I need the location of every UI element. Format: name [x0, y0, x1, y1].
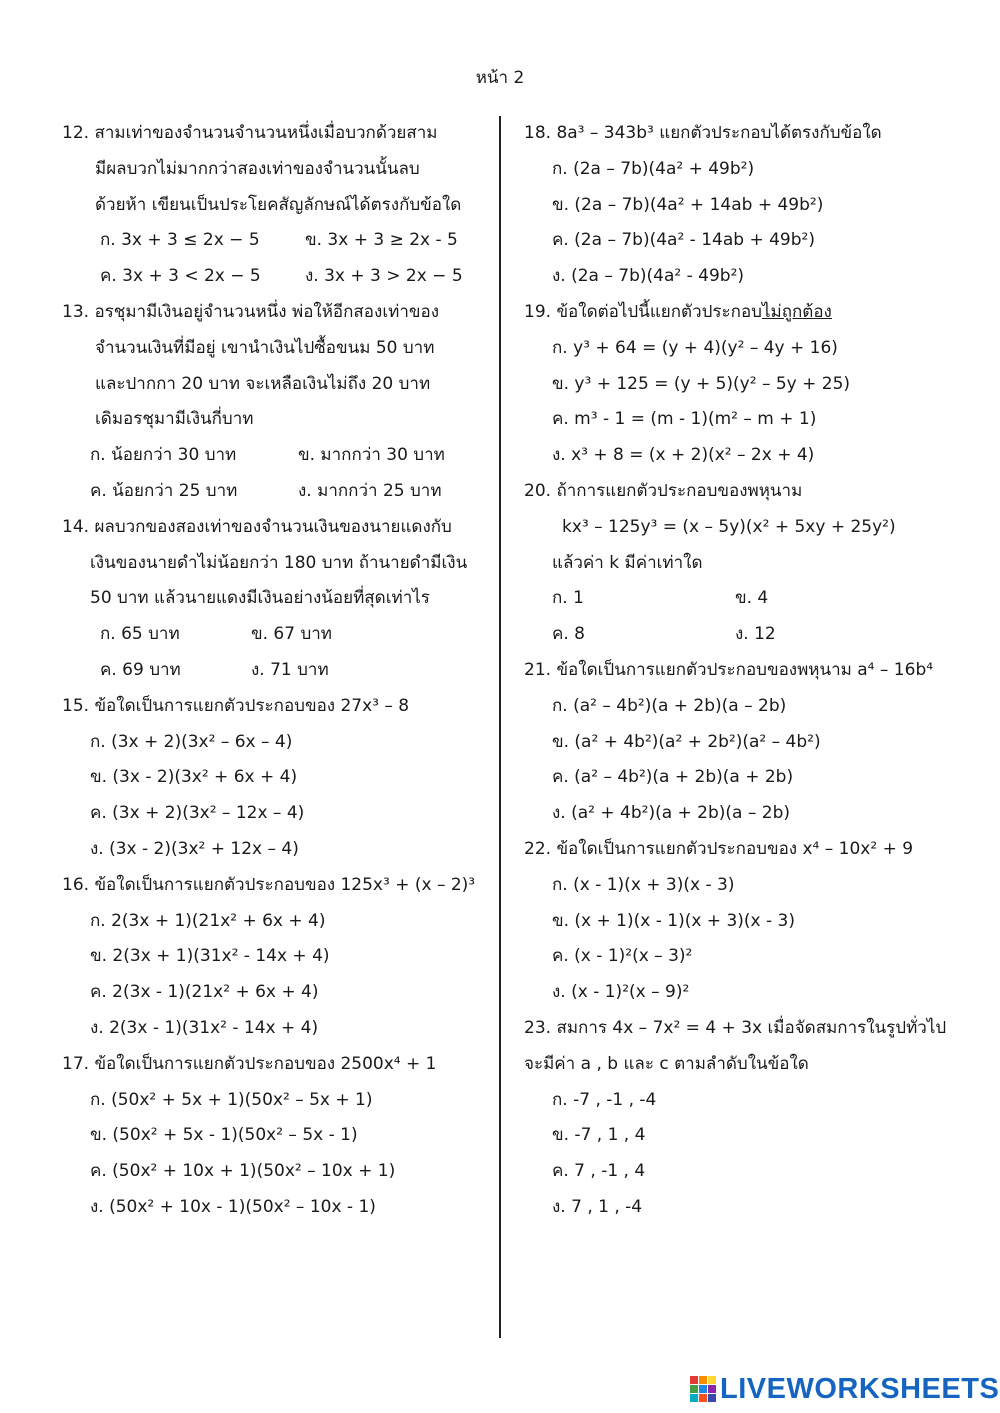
choice-option: ค. 3x + 3 < 2x − 5 [100, 266, 261, 287]
choice-option: ค. 69 บาท [100, 659, 181, 680]
answer-line [62, 367, 482, 403]
question-line [62, 295, 482, 331]
line-text: ก. (3x + 2)(3x² – 6x – 4) [90, 731, 293, 752]
answer-line [62, 904, 482, 940]
answer-line [62, 1011, 482, 1047]
line-text: kx³ – 125y³ = (x – 5y)(x² + 5xy + 25y²) [562, 516, 896, 537]
right-column [524, 116, 994, 1226]
answer-line [524, 1154, 994, 1190]
line-text: ง. (3x - 2)(3x² + 12x – 4) [90, 838, 299, 859]
answer-line [524, 975, 994, 1011]
question-line [524, 832, 994, 868]
line-text: ก. (2a – 7b)(4a² + 49b²) [552, 158, 755, 179]
answer-line [62, 760, 482, 796]
answer-line [524, 402, 994, 438]
line-text: ค. 7 , -1 , 4 [552, 1161, 646, 1182]
logo-square [699, 1376, 707, 1384]
line-text: ค. (2a – 7b)(4a² - 14ab + 49b²) [552, 230, 815, 251]
choice-pair-line [62, 259, 482, 295]
logo-square [690, 1394, 698, 1402]
line-text: ก. -7 , -1 , -4 [552, 1089, 657, 1110]
choice-option: ก. 3x + 3 ≤ 2x − 5 [100, 230, 260, 251]
liveworksheets-logo [690, 1372, 999, 1406]
question-line [524, 1047, 994, 1083]
question-line [62, 116, 482, 152]
line-text: ข. (a² + 4b²)(a² + 2b²)(a² – 4b²) [552, 731, 821, 752]
line-text: 17. ข้อใดเป็นการแยกตัวประกอบของ 2500x⁴ + 1 [62, 1053, 437, 1074]
answer-line [524, 725, 994, 761]
choice-option: ง. 71 บาท [251, 659, 329, 680]
line-text: ก. (a² – 4b²)(a + 2b)(a – 2b) [552, 695, 787, 716]
question-line [524, 295, 994, 331]
answer-line [524, 223, 994, 259]
logo-grid-icon [690, 1376, 716, 1402]
answer-line [524, 188, 994, 224]
line-text: ง. 2(3x - 1)(31x² - 14x + 4) [90, 1017, 319, 1038]
underlined-text: ไม่ถูกต้อง [761, 301, 832, 322]
choice-option: ก. น้อยกว่า 30 บาท [90, 445, 237, 466]
answer-line [524, 868, 994, 904]
question-line [62, 689, 482, 725]
line-text: ข. -7 , 1 , 4 [552, 1125, 646, 1146]
line-text: ค. (3x + 2)(3x² – 12x – 4) [90, 803, 305, 824]
line-text: ค. (x - 1)²(x – 3)² [552, 946, 693, 967]
answer-line [524, 689, 994, 725]
question-line [524, 653, 994, 689]
choice-option: ง. 3x + 3 > 2x − 5 [305, 266, 463, 287]
line-text: ก. y³ + 64 = (y + 4)(y² – 4y + 16) [552, 337, 838, 358]
line-text: 19. ข้อใดต่อไปนี้แยกตัวประกอบ [524, 301, 762, 322]
answer-line [524, 1190, 994, 1226]
line-text: และปากกา 20 บาท จะเหลือเงินไม่ถึง 20 บาท [95, 373, 431, 394]
answer-line [62, 1190, 482, 1226]
column-divider [499, 116, 501, 1338]
line-text: จะมีค่า a , b และ c ตามลำดับในข้อใด [524, 1053, 809, 1074]
left-column [62, 116, 482, 1226]
choice-option: ก. 65 บาท [100, 624, 180, 645]
choice-pair-line [62, 474, 482, 510]
answer-line [524, 760, 994, 796]
choice-option: ง. มากกว่า 25 บาท [298, 480, 442, 501]
choice-option: ค. น้อยกว่า 25 บาท [90, 480, 238, 501]
answer-line [524, 367, 994, 403]
line-text: 20. ถ้าการแยกตัวประกอบของพหุนาม [524, 480, 803, 501]
line-text: ง. (a² + 4b²)(a + 2b)(a – 2b) [552, 803, 791, 824]
line-text: ข. (2a – 7b)(4a² + 14ab + 49b²) [552, 194, 824, 215]
line-text: ข. 2(3x + 1)(31x² - 14x + 4) [90, 946, 330, 967]
choice-pair-line [62, 223, 482, 259]
line-text: ข. (50x² + 5x - 1)(50x² – 5x - 1) [90, 1125, 358, 1146]
answer-line [62, 188, 482, 224]
choice-pair-line [62, 617, 482, 653]
answer-line [524, 331, 994, 367]
choice-option: ง. 12 [735, 624, 776, 645]
answer-line [62, 152, 482, 188]
line-text: ง. 7 , 1 , -4 [552, 1196, 643, 1217]
answer-line [524, 1118, 994, 1154]
line-text: ง. (50x² + 10x - 1)(50x² – 10x - 1) [90, 1196, 376, 1217]
line-text: 23. สมการ 4x – 7x² = 4 + 3x เมื่อจัดสมการในรูปทั่วไป [524, 1017, 947, 1038]
answer-line [62, 975, 482, 1011]
logo-square [690, 1376, 698, 1384]
answer-line [62, 581, 482, 617]
line-text: เงินของนายดำไม่น้อยกว่า 180 บาท ถ้านายดำมีเงิน [90, 552, 468, 573]
line-text: ก. (50x² + 5x + 1)(50x² – 5x + 1) [90, 1089, 373, 1110]
line-text: 18. 8a³ – 343b³ แยกตัวประกอบได้ตรงกับข้อใด [524, 123, 882, 143]
answer-line [62, 1154, 482, 1190]
choice-pair-line [524, 617, 994, 653]
logo-square [708, 1394, 716, 1402]
line-text: ค. m³ - 1 = (m - 1)(m² – m + 1) [552, 409, 817, 430]
line-text: ง. x³ + 8 = (x + 2)(x² – 2x + 4) [552, 445, 815, 466]
line-text: มีผลบวกไม่มากกว่าสองเท่าของจำนวนนั้นลบ [95, 158, 420, 179]
answer-line [62, 725, 482, 761]
question-line [524, 1011, 994, 1047]
line-text: 16. ข้อใดเป็นการแยกตัวประกอบของ 125x³ + (x – 2)³ [62, 874, 476, 895]
line-text: 12. สามเท่าของจำนวนจำนวนหนึ่งเมื่อบวกด้วยสาม [62, 123, 438, 143]
answer-line [62, 402, 482, 438]
line-text: ข. (3x - 2)(3x² + 6x + 4) [90, 767, 298, 788]
question-line [524, 116, 994, 152]
line-text: ง. (x - 1)²(x – 9)² [552, 982, 690, 1003]
answer-line [62, 1083, 482, 1119]
line-text: ค. (a² – 4b²)(a + 2b)(a + 2b) [552, 767, 794, 788]
answer-line [62, 331, 482, 367]
answer-line [524, 259, 994, 295]
question-line [62, 868, 482, 904]
choice-option: ข. 67 บาท [251, 624, 333, 645]
line-text: จำนวนเงินที่มีอยู่ เขานำเงินไปซื้อขนม 50 บาท [95, 337, 435, 358]
choice-pair-line [62, 438, 482, 474]
answer-line [524, 438, 994, 474]
answer-line [524, 939, 994, 975]
line-text: 50 บาท แล้วนายแดงมีเงินอย่างน้อยที่สุดเท่าไร [90, 588, 430, 609]
line-text: ข. (x + 1)(x - 1)(x + 3)(x - 3) [552, 910, 795, 931]
choice-pair-line [62, 653, 482, 689]
logo-square [699, 1385, 707, 1393]
line-text: ข. y³ + 125 = (y + 5)(y² – 5y + 25) [552, 373, 851, 394]
answer-line [524, 796, 994, 832]
answer-line [62, 939, 482, 975]
answer-line [524, 546, 994, 582]
line-text: 13. อรชุมามีเงินอยู่จำนวนหนึ่ง พ่อให้อีกสองเท่าของ [62, 301, 440, 322]
line-text: 15. ข้อใดเป็นการแยกตัวประกอบของ 27x³ – 8 [62, 695, 410, 716]
choice-option: ข. 3x + 3 ≥ 2x - 5 [305, 230, 458, 251]
line-text: 22. ข้อใดเป็นการแยกตัวประกอบของ x⁴ – 10x² + 9 [524, 838, 914, 859]
answer-line [62, 796, 482, 832]
answer-line [62, 1118, 482, 1154]
logo-square [690, 1385, 698, 1393]
choice-option: ค. 8 [552, 624, 585, 645]
answer-line [524, 152, 994, 188]
logo-square [699, 1394, 707, 1402]
line-text: ก. 2(3x + 1)(21x² + 6x + 4) [90, 910, 326, 931]
answer-line [62, 832, 482, 868]
answer-line [524, 904, 994, 940]
question-line [62, 1047, 482, 1083]
choice-pair-line [524, 581, 994, 617]
line-text: 14. ผลบวกของสองเท่าของจำนวนเงินของนายแดงกับ [62, 516, 452, 537]
choice-option: ข. 4 [735, 588, 769, 609]
logo-square [708, 1376, 716, 1384]
choice-option: ข. มากกว่า 30 บาท [298, 445, 445, 466]
question-line [62, 510, 482, 546]
logo-square [708, 1385, 716, 1393]
line-text: ค. 2(3x - 1)(21x² + 6x + 4) [90, 982, 319, 1003]
line-text: แล้วค่า k มีค่าเท่าใด [552, 552, 703, 573]
answer-line [524, 1083, 994, 1119]
answer-line [62, 546, 482, 582]
page-number: หน้า 2 [475, 68, 525, 88]
line-text: ค. (50x² + 10x + 1)(50x² – 10x + 1) [90, 1161, 396, 1182]
line-text: ง. (2a – 7b)(4a² - 49b²) [552, 266, 745, 287]
line-text: ก. (x - 1)(x + 3)(x - 3) [552, 874, 735, 895]
answer-line [524, 510, 994, 546]
question-line [524, 474, 994, 510]
line-text: 21. ข้อใดเป็นการแยกตัวประกอบของพหุนาม a⁴ – 16b⁴ [524, 659, 934, 680]
logo-text: LIVEWORKSHEETS [720, 1372, 1000, 1405]
choice-option: ก. 1 [552, 588, 584, 609]
line-text: ด้วยห้า เขียนเป็นประโยคสัญลักษณ์ได้ตรงกับข้อใด [95, 194, 462, 215]
line-text: เดิมอรชุมามีเงินกี่บาท [95, 409, 254, 430]
